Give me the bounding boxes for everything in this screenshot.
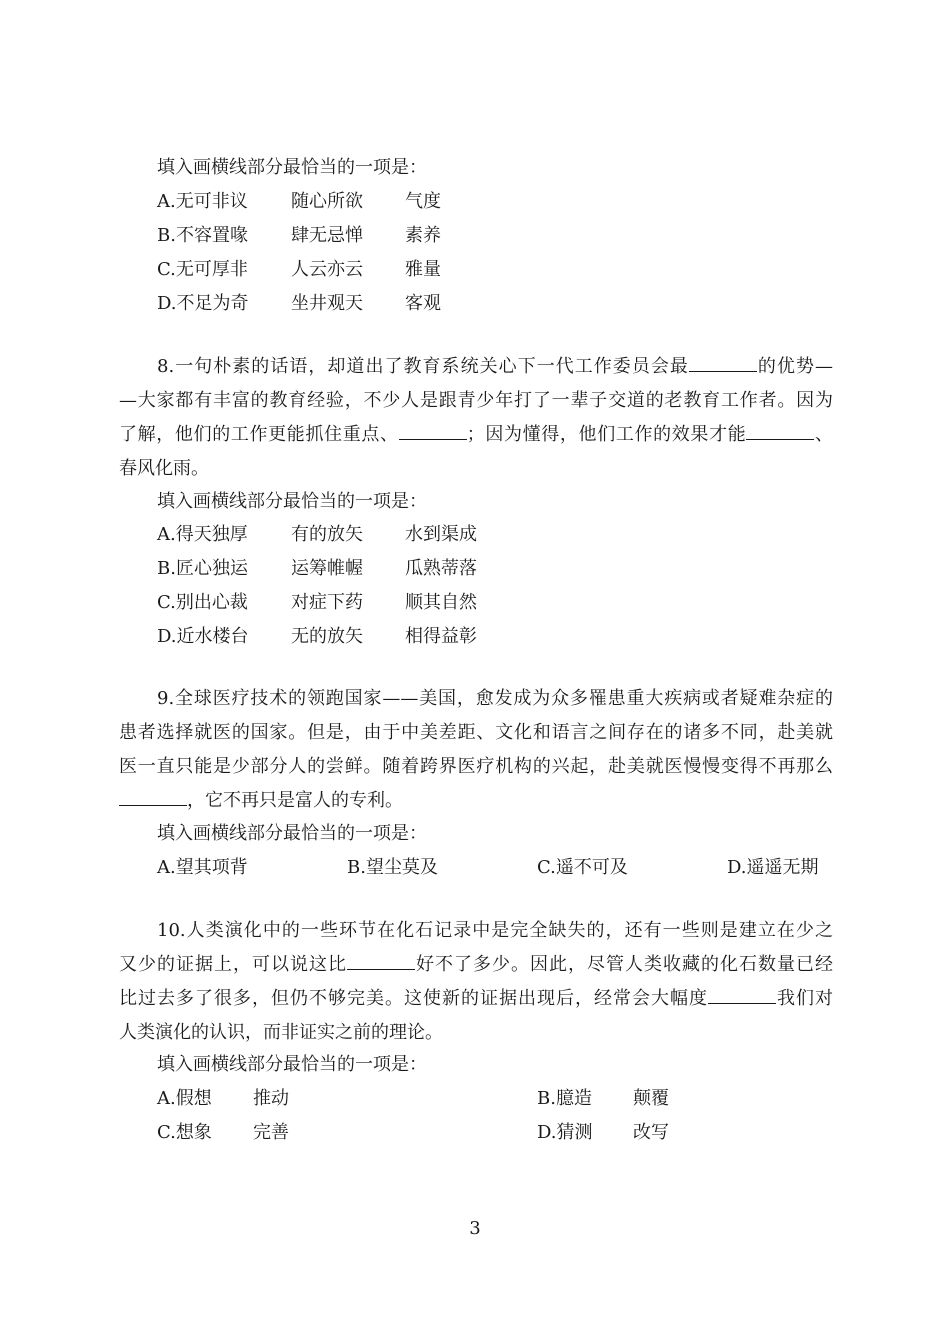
q10-stem: 10.人类演化中的一些环节在化石记录中是完全缺失的，还有一些则是建立在少之 又少的证据上，可以说这比 好不了多少。因此，尽管人类收藏的化石数量已经 比过去多了很多，但仍不够完美。这使新的证据出现后，经常会大幅度 我们对 人类演化的认识，而非证实之前的理论。 [119, 920, 833, 1043]
q10-blank-2[interactable] [708, 985, 776, 1004]
q7-option-d[interactable]: D.不足为奇 坐井观天 客观 [157, 293, 441, 314]
page-number: 3 [469, 1218, 481, 1239]
q10-prompt: 填入画横线部分最恰当的一项是： [157, 1054, 427, 1075]
q9-option-c[interactable]: C.遥不可及 [537, 857, 628, 878]
q8-stem: 8.一句朴素的话语，却道出了教育系统关心下一代工作委员会最 的优势— —大家都有丰富的教育经验，不少人是跟青少年打了一辈子交道的老教育工作者。因为 了解，他们的工作更能抓住重点、 ；因为懂得，他们工作的效果才能 、 春风化雨。 [119, 350, 833, 486]
q10-option-a[interactable]: A.假想 推动 [157, 1088, 289, 1109]
q8-blank-1[interactable] [689, 353, 757, 372]
q8-prompt: 填入画横线部分最恰当的一项是： [157, 491, 427, 512]
q10-option-c[interactable]: C.想象 完善 [157, 1122, 289, 1143]
q7-option-a[interactable]: A.无可非议 随心所欲 气度 [157, 191, 441, 212]
q8-option-d[interactable]: D.近水楼台 无的放矢 相得益彰 [157, 626, 477, 647]
q9-option-b[interactable]: B.望尘莫及 [347, 857, 438, 878]
q7-option-c[interactable]: C.无可厚非 人云亦云 雅量 [157, 259, 441, 280]
q7-prompt: 填入画横线部分最恰当的一项是： [157, 157, 427, 178]
q10-option-d[interactable]: D.猜测 改写 [537, 1122, 669, 1143]
q9-option-a[interactable]: A.望其项背 [157, 857, 248, 878]
q10-option-b[interactable]: B.臆造 颠覆 [537, 1088, 669, 1109]
q8-blank-2[interactable] [399, 421, 467, 440]
q8-option-c[interactable]: C.别出心裁 对症下药 顺其自然 [157, 592, 477, 613]
q9-stem: 9.全球医疗技术的领跑国家——美国，愈发成为众多罹患重大疾病或者疑难杂症的 患者选择就医的国家。但是，由于中美差距、文化和语言之间存在的诸多不同，赴美就 医一直只能是少部分人的尝鲜。随着跨界医疗机构的兴起，赴美就医慢慢变得不再那么 ，它不再只是富人的专利。 [119, 688, 833, 811]
q8-option-a[interactable]: A.得天独厚 有的放矢 水到渠成 [157, 524, 477, 545]
q9-prompt: 填入画横线部分最恰当的一项是： [157, 823, 427, 844]
q8-blank-3[interactable] [746, 421, 814, 440]
q10-blank-1[interactable] [347, 951, 415, 970]
q9-option-d[interactable]: D.遥遥无期 [727, 857, 819, 878]
q9-blank-1[interactable] [119, 787, 187, 806]
q7-option-b[interactable]: B.不容置喙 肆无忌惮 素养 [157, 225, 441, 246]
q8-option-b[interactable]: B.匠心独运 运筹帷幄 瓜熟蒂落 [157, 558, 477, 579]
